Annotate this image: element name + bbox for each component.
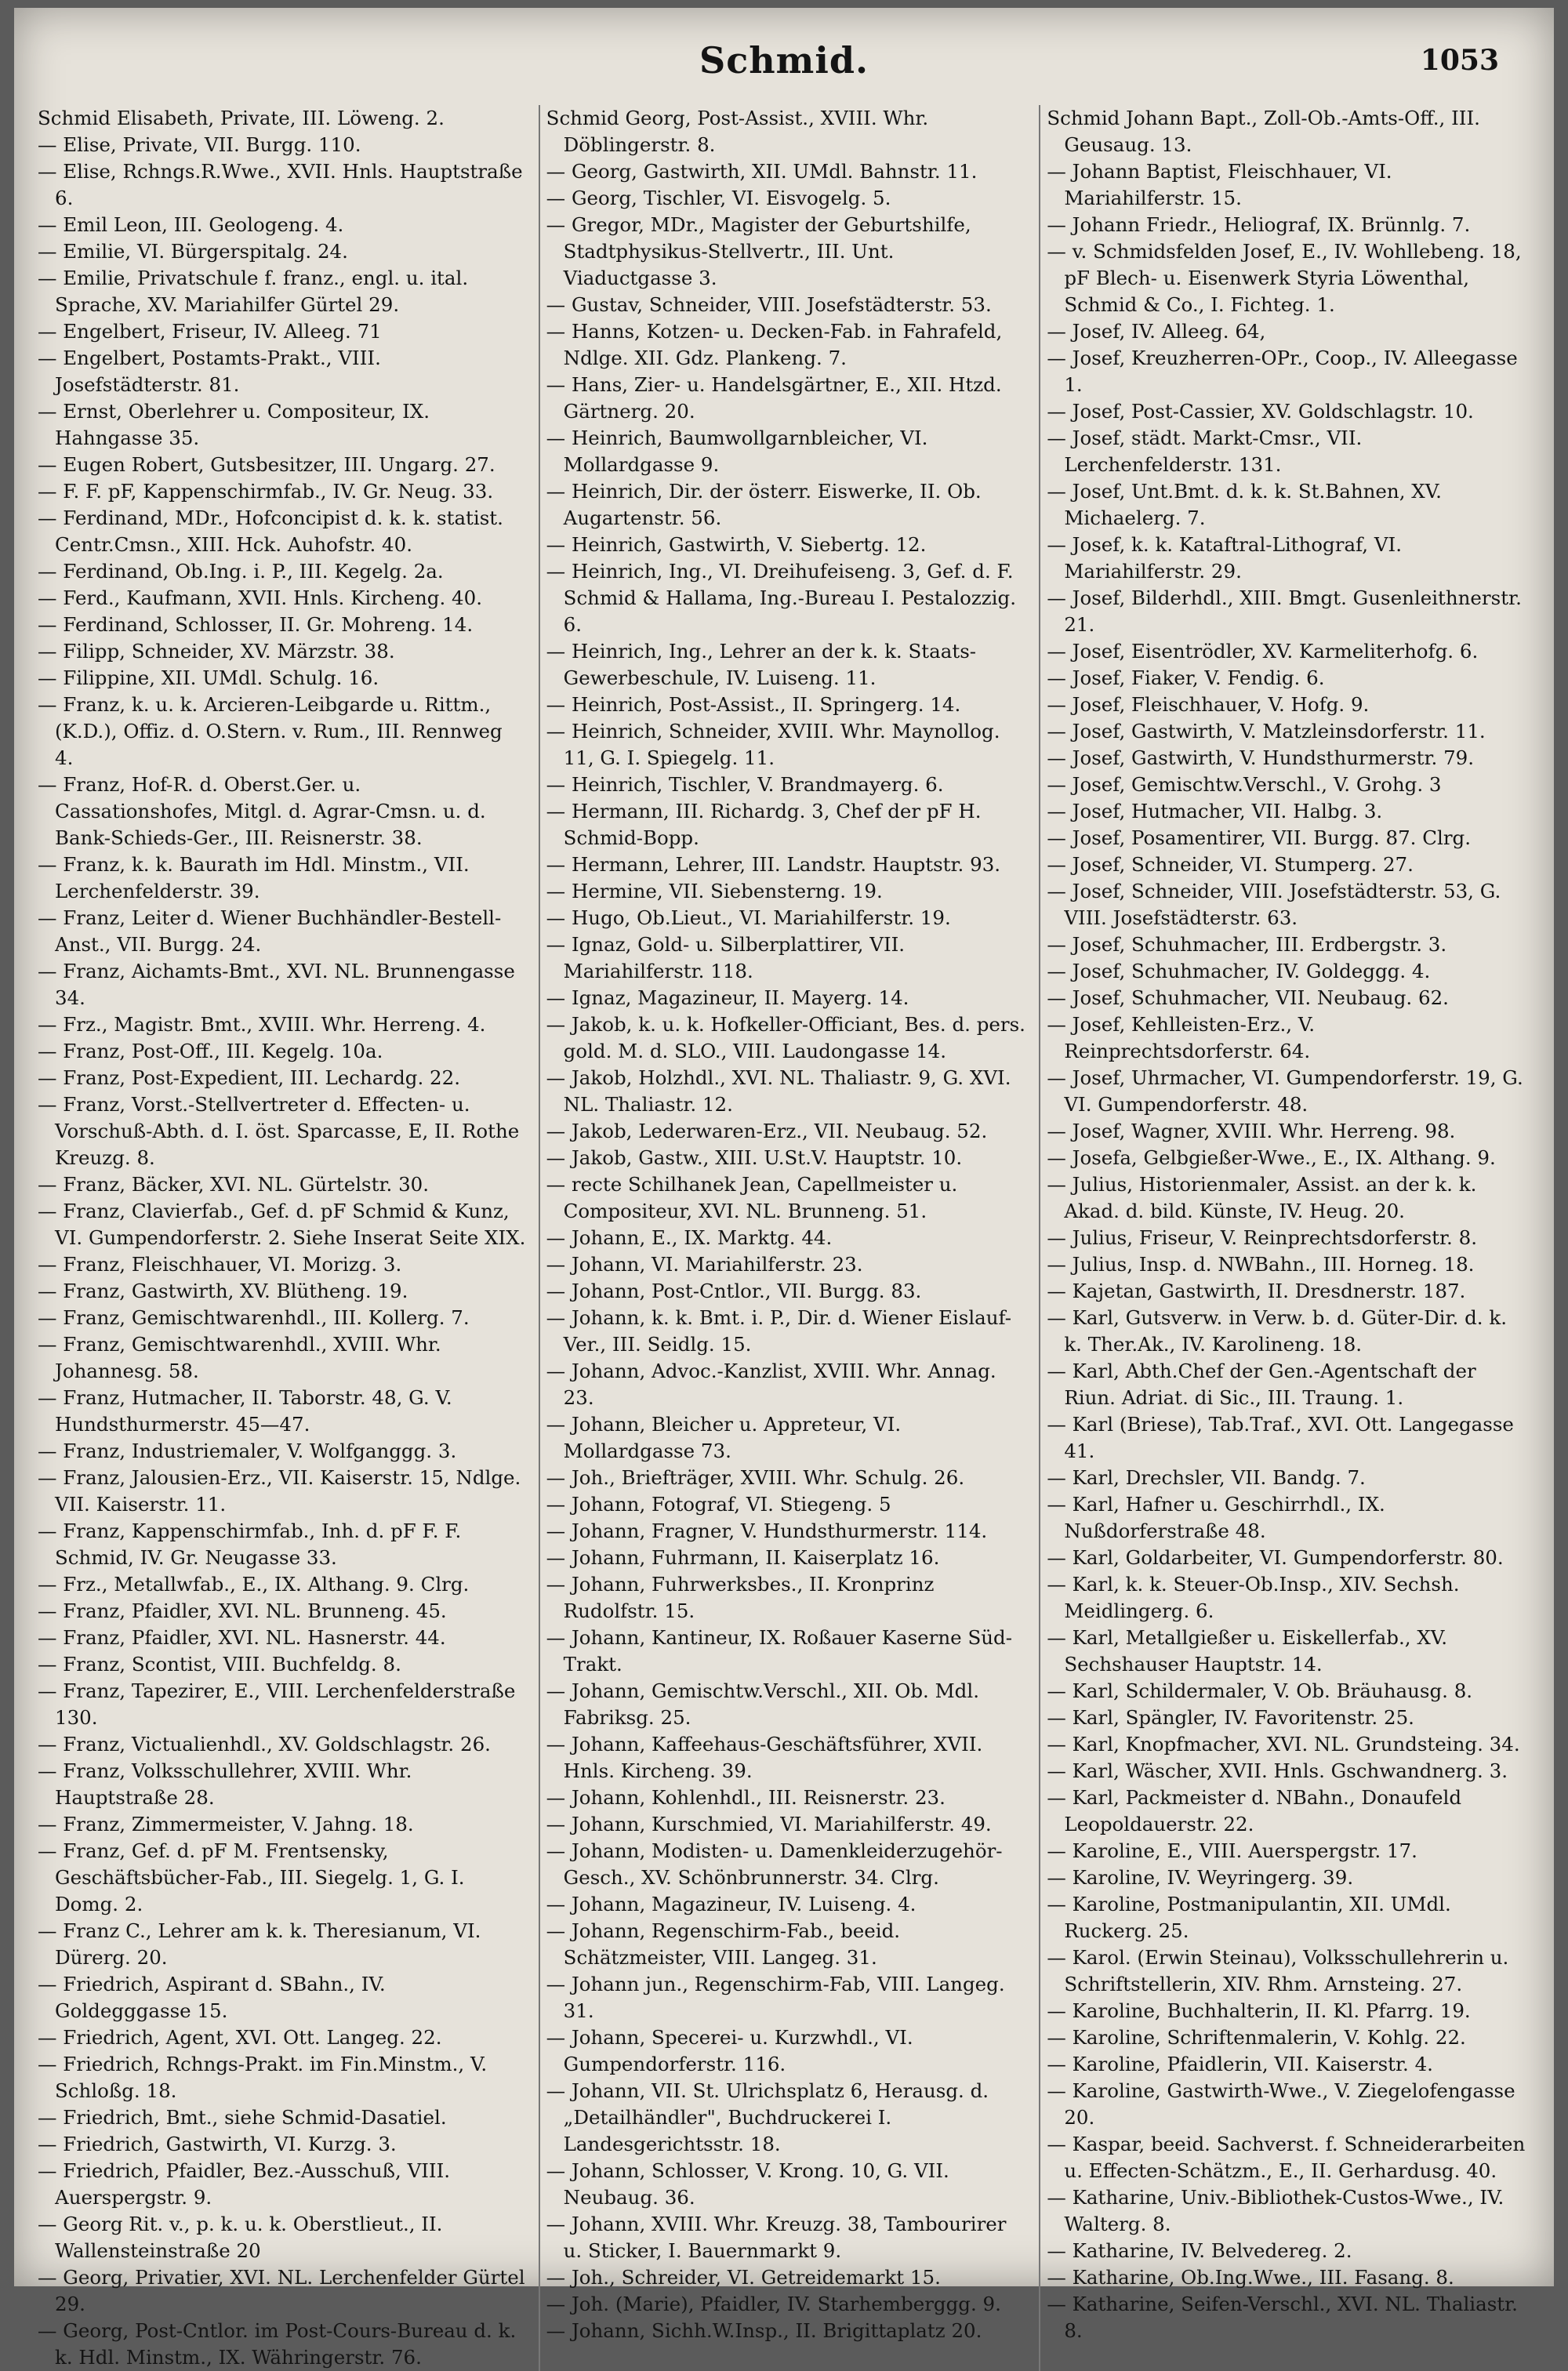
directory-entry: — Heinrich, Post-Assist., II. Springerg. 14.	[546, 693, 961, 716]
directory-entry: — Ferdinand, Schlosser, II. Gr. Mohreng. 14.	[38, 613, 474, 636]
directory-entry: — Josef, Wagner, XVIII. Whr. Herreng. 98.	[1047, 1120, 1456, 1142]
directory-entry: — Karl, k. k. Steuer-Ob.Insp., XIV. Sechsh. Meidlingerg. 6.	[1047, 1573, 1460, 1622]
directory-entry: — Johann, E., IX. Marktg. 44.	[546, 1226, 833, 1249]
directory-entry: — Hermann, Lehrer, III. Landstr. Hauptstr. 93.	[546, 853, 1001, 876]
directory-entry: — Friedrich, Rchngs-Prakt. im Fin.Minstm., V. Schloßg. 18.	[38, 2053, 488, 2102]
directory-entry: — Heinrich, Dir. der österr. Eiswerke, II. Ob. Augartenstr. 56.	[546, 480, 982, 529]
directory-entry: — Kajetan, Gastwirth, II. Dresdnerstr. 187.	[1047, 1280, 1466, 1302]
directory-entry: — Julius, Friseur, V. Reinprechtsdorferstr. 8.	[1047, 1226, 1477, 1249]
directory-entry: — Karl, Wäscher, XVII. Hnls. Gschwandnerg. 3.	[1047, 1759, 1508, 1782]
directory-entry: — Johann, Fragner, V. Hundsthurmerstr. 114.	[546, 1520, 988, 1542]
directory-entry: — Franz, Pfaidler, XVI. NL. Hasnerstr. 44.	[38, 1626, 446, 1649]
directory-entry: — recte Schilhanek Jean, Capellmeister u. Compositeur, XVI. NL. Brunneng. 51.	[546, 1173, 958, 1222]
directory-entry: — Ferdinand, MDr., Hofconcipist d. k. k. statist. Centr.Cmsn., XIII. Hck. Auhofstr. 40.	[38, 507, 503, 556]
directory-entry: — Johann, XVIII. Whr. Kreuzg. 38, Tambourirer u. Sticker, I. Bauernmarkt 9.	[546, 2213, 1007, 2262]
directory-entry: — Jakob, Gastw., XIII. U.St.V. Hauptstr. 10.	[546, 1146, 963, 1169]
directory-entry: — Johann, VII. St. Ulrichsplatz 6, Herausg. d. „Detailhändler", Buchdruckerei I. Landesgerichtsstr. 18.	[546, 2079, 989, 2155]
directory-entry: — Franz, Gemischtwarenhdl., III. Kollerg. 7.	[38, 1306, 470, 1329]
directory-entry: — Georg, Tischler, VI. Eisvogelg. 5.	[546, 187, 891, 209]
directory-entry: — Jakob, Holzhdl., XVI. NL. Thaliastr. 9, G. XVI. NL. Thaliastr. 12.	[546, 1066, 1011, 1116]
column-2	[539, 105, 1027, 2371]
directory-entry: — Franz, Vorst.-Stellvertreter d. Effecten- u. Vorschuß-Abth. d. I. öst. Sparcasse, E, II. Rothe Kreuzg. 8.	[38, 1093, 520, 1169]
directory-entry: — Josef, Schneider, VIII. Josefstädterstr. 53, G. VIII. Josefstädterstr. 63.	[1047, 880, 1501, 929]
directory-entry: — Franz, Hof-R. d. Oberst.Ger. u. Cassationshofes, Mitgl. d. Agrar-Cmsn. u. d. Bank-Schieds-Ger., III. Reisnerstr. 38.	[38, 773, 486, 849]
directory-entry: — Katharine, Ob.Ing.Wwe., III. Fasang. 8.	[1047, 2266, 1454, 2289]
directory-entry: — Franz, Bäcker, XVI. NL. Gürtelstr. 30.	[38, 1173, 430, 1196]
directory-entry: — Franz, Leiter d. Wiener Buchhändler-Bestell-Anst., VII. Burgg. 24.	[38, 906, 502, 956]
directory-entry: — Hans, Zier- u. Handelsgärtner, E., XII. Htzd. Gärtnerg. 20.	[546, 373, 1002, 423]
directory-entry: — Josef, Bilderhdl., XIII. Bmgt. Gusenleithnerstr. 21.	[1047, 586, 1522, 636]
directory-entry: — Johann, Regenschirm-Fab., beeid. Schätzmeister, VIII. Langeg. 31.	[546, 1919, 901, 1969]
directory-entry: — Johann, k. k. Bmt. i. P., Dir. d. Wiener Eislauf-Ver., III. Seidlg. 15.	[546, 1306, 1012, 1356]
directory-entry: — Josef, IV. Alleeg. 64,	[1047, 320, 1266, 343]
directory-entry: — Johann, Bleicher u. Appreteur, VI. Mollardgasse 73.	[546, 1413, 902, 1462]
directory-entry: — Karoline, Buchhalterin, II. Kl. Pfarrg. 19.	[1047, 1999, 1471, 2022]
directory-entry: — Julius, Historienmaler, Assist. an der k. k. Akad. d. bild. Künste, IV. Heug. 20.	[1047, 1173, 1477, 1222]
directory-entry: — Hermann, III. Richardg. 3, Chef der pF H. Schmid-Bopp.	[546, 800, 982, 849]
directory-entry: — Frz., Metallwfab., E., IX. Althang. 9. Clrg.	[38, 1573, 470, 1596]
directory-entry: — Emil Leon, III. Geologeng. 4.	[38, 213, 344, 236]
directory-entry: — Gustav, Schneider, VIII. Josefstädterstr. 53.	[546, 293, 992, 316]
directory-entry: — Friedrich, Pfaidler, Bez.-Ausschuß, VIII. Auerspergstr. 9.	[38, 2159, 451, 2209]
directory-entry: — Johann Baptist, Fleischhauer, VI. Mariahilferstr. 15.	[1047, 160, 1392, 209]
directory-entry: — Eugen Robert, Gutsbesitzer, III. Ungarg. 27.	[38, 453, 495, 476]
directory-entry: — Franz, Industriemaler, V. Wolfganggg. 3.	[38, 1440, 457, 1462]
directory-entry: — Franz, Volksschullehrer, XVIII. Whr. Hauptstraße 28.	[38, 1759, 412, 1809]
directory-entry: — Karl, Abth.Chef der Gen.-Agentschaft der Riun. Adriat. di Sic., III. Traung. 1.	[1047, 1360, 1476, 1409]
directory-entry: — Karl, Schildermaler, V. Ob. Bräuhausg. 8.	[1047, 1679, 1473, 1702]
directory-entry: — Karl, Packmeister d. NBahn., Donaufeld Leopoldauerstr. 22.	[1047, 1786, 1462, 1835]
directory-entry: — Johann, Gemischtw.Verschl., XII. Ob. Mdl. Fabriksg. 25.	[546, 1679, 979, 1729]
directory-entry: — Kaspar, beeid. Sachverst. f. Schneiderarbeiten u. Effecten-Schätzm., E., II. Gerhardusg. 40.	[1047, 2133, 1526, 2182]
directory-entry: — Johann, Schlosser, V. Krong. 10, G. VII. Neubaug. 36.	[546, 2159, 949, 2209]
directory-entry: — Karl, Gutsverw. in Verw. b. d. Güter-Dir. d. k. k. Ther.Ak., IV. Karolineng. 18.	[1047, 1306, 1507, 1356]
directory-entry: — Gregor, MDr., Magister der Geburtshilfe, Stadtphysikus-Stellvertr., III. Unt. Viaductgasse 3.	[546, 213, 971, 289]
directory-entry: — Karoline, Postmanipulantin, XII. UMdl. Ruckerg. 25.	[1047, 1893, 1451, 1942]
running-head: Schmid.	[699, 39, 869, 82]
directory-entry: — Emilie, VI. Bürgerspitalg. 24.	[38, 240, 348, 263]
directory-entry: — Karl, Hafner u. Geschirrhdl., IX. Nußdorferstraße 48.	[1047, 1493, 1385, 1542]
directory-entry: — Karoline, E., VIII. Auerspergstr. 17.	[1047, 1839, 1417, 1862]
directory-entry: — Johann, Kurschmied, VI. Mariahilferstr. 49.	[546, 1813, 992, 1835]
directory-entry: — Josef, Fleischhauer, V. Hofg. 9.	[1047, 693, 1370, 716]
directory-entry: — Johann, Modisten- u. Damenkleiderzugehör-Gesch., XV. Schönbrunnerstr. 34. Clrg.	[546, 1839, 1003, 1889]
directory-entry: — Johann, Fotograf, VI. Stiegeng. 5	[546, 1493, 891, 1516]
directory-entry: — Karoline, IV. Weyringerg. 39.	[1047, 1866, 1354, 1889]
directory-entry: — Hermine, VII. Siebensterng. 19.	[546, 880, 883, 902]
directory-entry: — Johann, Advoc.-Kanzlist, XVIII. Whr. Annag. 23.	[546, 1360, 996, 1409]
directory-entry: — Johann, Magazineur, IV. Luiseng. 4.	[546, 1893, 916, 1915]
directory-entry: — Johann Friedr., Heliograf, IX. Brünnlg. 7.	[1047, 213, 1471, 236]
directory-entry: — Katharine, Univ.-Bibliothek-Custos-Wwe., IV. Walterg. 8.	[1047, 2186, 1504, 2235]
directory-entry: — Joh. (Marie), Pfaidler, IV. Starhemberggg. 9.	[546, 2293, 1001, 2315]
directory-entry: — Friedrich, Aspirant d. SBahn., IV. Goldegggasse 15.	[38, 1973, 386, 2022]
directory-entry: — Josef, Hutmacher, VII. Halbg. 3.	[1047, 800, 1383, 822]
directory-entry: — Jakob, Lederwaren-Erz., VII. Neubaug. 52.	[546, 1120, 988, 1142]
directory-entry: — Franz, Tapezirer, E., VIII. Lerchenfelderstraße 130.	[38, 1679, 516, 1729]
directory-entry: — Karl (Briese), Tab.Traf., XVI. Ott. Langegasse 41.	[1047, 1413, 1514, 1462]
directory-entry: — Georg, Gastwirth, XII. UMdl. Bahnstr. 11.	[546, 160, 978, 183]
directory-entry: — Franz, Kappenschirmfab., Inh. d. pF F. F. Schmid, IV. Gr. Neugasse 33.	[38, 1520, 462, 1569]
directory-entry: — Ignaz, Magazineur, II. Mayerg. 14.	[546, 986, 909, 1009]
directory-entry: — Johann, VI. Mariahilferstr. 23.	[546, 1253, 863, 1276]
directory-entry: — Friedrich, Agent, XVI. Ott. Langeg. 22.	[38, 2026, 442, 2049]
directory-entry: — Josef, Gastwirth, V. Matzleinsdorferstr. 11.	[1047, 720, 1486, 743]
directory-entry: — Joh., Schreider, VI. Getreidemarkt 15.	[546, 2266, 941, 2289]
directory-entry: — Josef, Schuhmacher, IV. Goldeggg. 4.	[1047, 960, 1431, 982]
directory-entry: — Johann, Specerei- u. Kurzwhdl., VI. Gumpendorferstr. 116.	[546, 2026, 913, 2075]
directory-entry: — Franz, Aichamts-Bmt., XVI. NL. Brunnengasse 34.	[38, 960, 515, 1009]
directory-entry: — Josef, Kehlleisten-Erz., V. Reinprechtsdorferstr. 64.	[1047, 1013, 1316, 1062]
directory-entry: — Georg Rit. v., p. k. u. k. Oberstlieut., II. Wallensteinstraße 20	[38, 2213, 443, 2262]
directory-entry: — Jakob, k. u. k. Hofkeller-Officiant, Bes. d. pers. gold. M. d. SLO., VIII. Laudongasse 14.	[546, 1013, 1025, 1062]
directory-entry: — Johann, Kantineur, IX. Roßauer Kaserne Süd-Trakt.	[546, 1626, 1012, 1676]
directory-entry: — Johann, Fuhrwerksbes., II. Kronprinz Rudolfstr. 15.	[546, 1573, 935, 1622]
directory-entry: — Engelbert, Friseur, IV. Alleeg. 71	[38, 320, 382, 343]
directory-entry: — Ferdinand, Ob.Ing. i. P., III. Kegelg. 2a.	[38, 560, 444, 583]
directory-entry: — Franz, Zimmermeister, V. Jahng. 18.	[38, 1813, 414, 1835]
directory-entry: — Friedrich, Gastwirth, VI. Kurzg. 3.	[38, 2133, 397, 2155]
directory-entry: — F. F. pF, Kappenschirmfab., IV. Gr. Neug. 33.	[38, 480, 494, 503]
directory-entry: — Josef, Post-Cassier, XV. Goldschlagstr. 10.	[1047, 400, 1474, 423]
directory-entry: — Johann, Fuhrmann, II. Kaiserplatz 16.	[546, 1546, 940, 1569]
directory-entry: — Josef, Fiaker, V. Fendig. 6.	[1047, 666, 1325, 689]
directory-entry: — Karoline, Gastwirth-Wwe., V. Ziegelofengasse 20.	[1047, 2079, 1515, 2129]
page-number: 1053	[1420, 44, 1499, 77]
directory-entry: — Josef, Kreuzherren-OPr., Coop., IV. Alleegasse 1.	[1047, 347, 1518, 396]
directory-entry: — Karol. (Erwin Steinau), Volksschullehrerin u. Schriftstellerin, XIV. Rhm. Arnsteing. 27.	[1047, 1946, 1509, 1995]
directory-entry: — Elise, Private, VII. Burgg. 110.	[38, 133, 361, 156]
directory-entry: — Heinrich, Ing., Lehrer an der k. k. Staats-Gewerbeschule, IV. Luiseng. 11.	[546, 640, 977, 689]
directory-entry: — Josef, Schneider, VI. Stumperg. 27.	[1047, 853, 1414, 876]
directory-entry: — Franz, Gemischtwarenhdl., XVIII. Whr. Johannesg. 58.	[38, 1333, 441, 1382]
directory-entry: — Josef, Schuhmacher, VII. Neubaug. 62.	[1047, 986, 1449, 1009]
directory-entry: — Karoline, Pfaidlerin, VII. Kaiserstr. 4.	[1047, 2053, 1433, 2075]
directory-entry: — Franz, Post-Expedient, III. Lechardg. 22.	[38, 1066, 461, 1089]
directory-entry: — Franz, Gef. d. pF M. Frentsensky, Geschäftsbücher-Fab., III. Siegelg. 1, G. I. Domg. 2.	[38, 1839, 465, 1915]
directory-entry: — Josef, Gastwirth, V. Hundsthurmerstr. 79.	[1047, 746, 1475, 769]
directory-entry: Schmid Elisabeth, Private, III. Löweng. 2.	[38, 107, 445, 129]
directory-entry: — Frz., Magistr. Bmt., XVIII. Whr. Herreng. 4.	[38, 1013, 486, 1036]
directory-entry: — Filippine, XII. UMdl. Schulg. 16.	[38, 666, 379, 689]
directory-entry: — Franz, k. u. k. Arcieren-Leibgarde u. Rittm., (K.D.), Offiz. d. O.Stern. v. Rum., III. Rennweg 4.	[38, 693, 503, 769]
directory-entry: — Ferd., Kaufmann, XVII. Hnls. Kircheng. 40.	[38, 586, 482, 609]
directory-entry: — Franz, Gastwirth, XV. Blütheng. 19.	[38, 1280, 408, 1302]
directory-entry: — Karl, Drechsler, VII. Bandg. 7.	[1047, 1466, 1366, 1489]
directory-entry: — Ernst, Oberlehrer u. Compositeur, IX. Hahngasse 35.	[38, 400, 430, 449]
directory-entry: — Filipp, Schneider, XV. Märzstr. 38.	[38, 640, 395, 663]
directory-entry: — Joh., Briefträger, XVIII. Whr. Schulg. 26.	[546, 1466, 965, 1489]
directory-entry: — Josef, Uhrmacher, VI. Gumpendorferstr. 19, G. VI. Gumpendorferstr. 48.	[1047, 1066, 1523, 1116]
column-3	[1039, 105, 1527, 2371]
directory-entry: — Josef, Unt.Bmt. d. k. k. St.Bahnen, XV. Michaelerg. 7.	[1047, 480, 1442, 529]
directory-entry: — Julius, Insp. d. NWBahn., III. Horneg. 18.	[1047, 1253, 1475, 1276]
directory-entry: — Franz C., Lehrer am k. k. Theresianum, VI. Dürerg. 20.	[38, 1919, 481, 1969]
directory-entry: — Franz, Victualienhdl., XV. Goldschlagstr. 26.	[38, 1733, 491, 1756]
directory-entry: — Karl, Metallgießer u. Eiskellerfab., XV. Sechshauser Hauptstr. 14.	[1047, 1626, 1447, 1676]
directory-entry: — Josef, Eisentrödler, XV. Karmeliterhofg. 6.	[1047, 640, 1479, 663]
directory-entry: — Franz, k. k. Baurath im Hdl. Minstm., VII. Lerchenfelderstr. 39.	[38, 853, 470, 902]
directory-columns	[38, 105, 1527, 2369]
directory-entry: — Karl, Spängler, IV. Favoritenstr. 25.	[1047, 1706, 1414, 1729]
directory-entry: — Johann, Kaffeehaus-Geschäftsführer, XVII. Hnls. Kircheng. 39.	[546, 1733, 983, 1782]
directory-entry: — Heinrich, Gastwirth, V. Siebertg. 12.	[546, 533, 927, 556]
directory-entry: — v. Schmidsfelden Josef, E., IV. Wohllebeng. 18, pF Blech- u. Eisenwerk Styria Löwenthal, Schmid & Co., I. Fichteg. 1.	[1047, 240, 1522, 316]
directory-entry: — Franz, Clavierfab., Gef. d. pF Schmid & Kunz, VI. Gumpendorferstr. 2. Siehe Inserat Seite XIX.	[38, 1200, 526, 1249]
directory-entry: — Josefa, Gelbgießer-Wwe., E., IX. Althang. 9.	[1047, 1146, 1496, 1169]
directory-entry: — Heinrich, Baumwollgarnbleicher, VI. Mollardgasse 9.	[546, 427, 928, 476]
directory-entry: — Katharine, IV. Belvedereg. 2.	[1047, 2239, 1352, 2262]
directory-entry: — Josef, k. k. Kataftral-Lithograf, VI. Mariahilferstr. 29.	[1047, 533, 1402, 583]
page-header	[14, 39, 1554, 94]
directory-entry: — Franz, Pfaidler, XVI. NL. Brunneng. 45.	[38, 1599, 447, 1622]
directory-entry: — Friedrich, Bmt., siehe Schmid-Dasatiel.	[38, 2106, 447, 2129]
directory-entry: — Franz, Jalousien-Erz., VII. Kaiserstr. 15, Ndlge. VII. Kaiserstr. 11.	[38, 1466, 521, 1516]
directory-entry: — Johann jun., Regenschirm-Fab, VIII. Langeg. 31.	[546, 1973, 1005, 2022]
directory-page	[14, 8, 1554, 2369]
directory-entry: — Heinrich, Schneider, XVIII. Whr. Maynollog. 11, G. I. Spiegelg. 11.	[546, 720, 1000, 769]
directory-entry: — Karl, Goldarbeiter, VI. Gumpendorferstr. 80.	[1047, 1546, 1504, 1569]
directory-entry: — Franz, Fleischhauer, VI. Morizg. 3.	[38, 1253, 402, 1276]
directory-entry: — Karoline, Schriftenmalerin, V. Kohlg. 22.	[1047, 2026, 1466, 2049]
directory-entry: — Johann, Sichh.W.Insp., II. Brigittaplatz 20.	[546, 2319, 982, 2342]
directory-entry: — Katharine, Seifen-Verschl., XVI. NL. Thaliastr. 8.	[1047, 2293, 1518, 2342]
directory-entry: — Emilie, Privatschule f. franz., engl. u. ital. Sprache, XV. Mariahilfer Gürtel 29.	[38, 267, 469, 316]
directory-entry: — Franz, Post-Off., III. Kegelg. 10a.	[38, 1040, 383, 1062]
directory-entry: — Johann, Kohlenhdl., III. Reisnerstr. 23.	[546, 1786, 946, 1809]
directory-entry: — Karl, Knopfmacher, XVI. NL. Grundsteing. 34.	[1047, 1733, 1520, 1756]
directory-entry: — Elise, Rchngs.R.Wwe., XVII. Hnls. Hauptstraße 6.	[38, 160, 523, 209]
directory-entry: — Josef, städt. Markt-Cmsr., VII. Lerchenfelderstr. 131.	[1047, 427, 1363, 476]
directory-entry: — Josef, Schuhmacher, III. Erdbergstr. 3.	[1047, 933, 1447, 956]
directory-entry: — Heinrich, Tischler, V. Brandmayerg. 6.	[546, 773, 944, 796]
directory-entry: Schmid Georg, Post-Assist., XVIII. Whr. Döblingerstr. 8.	[546, 107, 929, 156]
directory-entry: — Josef, Gemischtw.Verschl., V. Grohg. 3	[1047, 773, 1442, 796]
directory-entry: — Franz, Hutmacher, II. Taborstr. 48, G. V. Hundsthurmerstr. 45—47.	[38, 1386, 452, 1436]
directory-entry: — Hanns, Kotzen- u. Decken-Fab. in Fahrafeld, Ndlge. XII. Gdz. Plankeng. 7.	[546, 320, 1003, 369]
directory-entry: — Georg, Privatier, XVI. NL. Lerchenfelder Gürtel 29.	[38, 2266, 525, 2315]
directory-entry: — Franz, Scontist, VIII. Buchfeldg. 8.	[38, 1653, 401, 1676]
directory-entry: — Heinrich, Ing., VI. Dreihufeiseng. 3, Gef. d. F. Schmid & Hallama, Ing.-Bureau I. Pestalozzig. 6.	[546, 560, 1016, 636]
directory-entry: Schmid Johann Bapt., Zoll-Ob.-Amts-Off., III. Geusaug. 13.	[1047, 107, 1480, 156]
directory-entry: — Johann, Post-Cntlor., VII. Burgg. 83.	[546, 1280, 922, 1302]
column-1	[38, 105, 526, 2371]
directory-entry: — Engelbert, Postamts-Prakt., VIII. Josefstädterstr. 81.	[38, 347, 381, 396]
directory-entry: — Hugo, Ob.Lieut., VI. Mariahilferstr. 19.	[546, 906, 951, 929]
directory-entry: — Georg, Post-Cntlor. im Post-Cours-Bureau d. k. k. Hdl. Minstm., IX. Währingerstr. 76.	[38, 2319, 517, 2369]
directory-entry: — Ignaz, Gold- u. Silberplattirer, VII. Mariahilferstr. 118.	[546, 933, 906, 982]
directory-entry: — Josef, Posamentirer, VII. Burgg. 87. Clrg.	[1047, 826, 1472, 849]
